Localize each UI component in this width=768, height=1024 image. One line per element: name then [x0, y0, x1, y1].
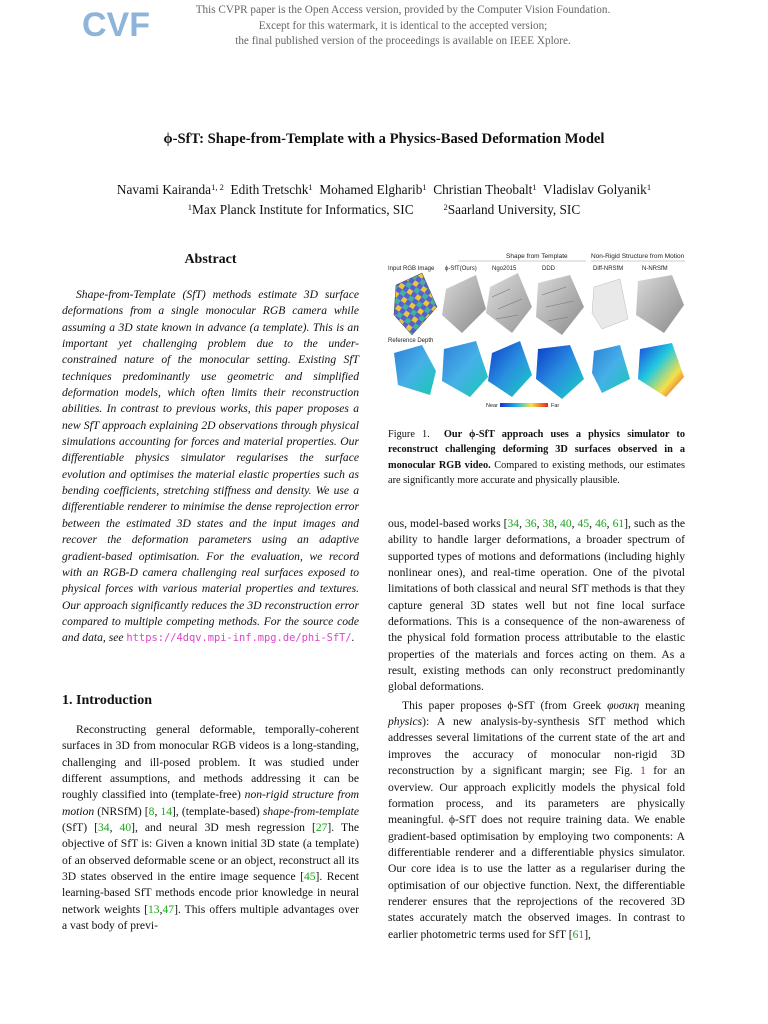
body-text: ], (template-based) [172, 804, 263, 818]
body-text: ]. The objective of SfT is: Given a known initial 3D state (a template) of an observed deformable scene or an object, reconstruct all its 3D states observed in the entire image sequence [ [62, 821, 360, 884]
body-text: , [571, 517, 578, 530]
abstract-body [62, 287, 359, 647]
body-text: This paper proposes ϕ-SfT (from Greek [402, 698, 608, 712]
citation-link[interactable]: 13 [148, 902, 160, 916]
colorbar-label-far: Far [551, 403, 560, 409]
intro-left-column [62, 722, 359, 934]
body-text: meaning [639, 698, 685, 712]
citation-link[interactable]: 27 [315, 821, 328, 835]
figure-row-label: Reference Depth [388, 338, 434, 344]
diff-nrsfm-reconstruction [592, 279, 628, 329]
abstract-text: Shape-from-Template (SfT) methods estimate 3D surface deformations from a single monocular RGB camera while assuming a 3D state known in advance (a template). This is an important yet challenging problem due to the under-constrained nature of the monocular setting. Existing SfT techniques predominantly use geometric and simplified deformation models, which often limits their reconstruction abilities. In contrast to previous works, this paper proposes a new SfT approach explaining 2D observations through physical simulations accounting for forces and material properties. Our differentiable physics simulator regularises the surface evolution and optimises the material elastic properties such as bending coefficients, stretching stiffness and density. We use a differentiable renderer to minimise the dense reprojection error between the estimated 3D states and the input images and recover the deformation parameters using an adaptive gradient-based optimisation. For the evaluation, we record with an RGB-D camera challenging real surfaces exposed to physical forces with various material properties and textures. Our approach significantly reduces the 3D reconstruction error compared to multiple competing methods. For the source code and data, see [62, 288, 359, 645]
citation-link[interactable]: 34 [98, 821, 110, 835]
author-block [30, 180, 738, 219]
n-nrsfm-reconstruction [636, 275, 684, 333]
affiliation-name: Saarland University, SIC [447, 201, 581, 217]
figure-column-label: N-NRSfM [642, 266, 668, 272]
ours-reconstruction [442, 275, 486, 333]
cvf-logo [82, 4, 150, 44]
author-name: Navami Kairanda [116, 182, 212, 197]
body-text: ]. Recent learning-based SfT methods encode prior knowledge in neural network weights [ [62, 870, 359, 916]
open-access-watermark [150, 3, 656, 50]
figure-reference-link[interactable]: 1 [640, 764, 646, 778]
body-text: ): A new analysis-by-synthesis SfT method which addresses several limitations of the current state of the art and improves the accuracy of monocular non-rigid 3D reconstruction by a significant margin; see Fig. [388, 715, 685, 778]
body-text: , [536, 517, 543, 530]
ours-depth-map [442, 341, 488, 397]
emphasis-text: φυσικη [607, 698, 640, 712]
author-affiliation-mark: 1 [532, 182, 537, 192]
citation-link[interactable]: 45 [577, 517, 590, 530]
ddd-depth-map [536, 345, 584, 399]
abstract-link-suffix: . [351, 631, 355, 645]
body-text: , [606, 517, 613, 530]
citation-link[interactable]: 14 [160, 804, 173, 818]
colorbar-label-near: Near [486, 403, 498, 409]
emphasis-text: shape-from-template [262, 804, 359, 818]
body-text: , [519, 517, 525, 530]
affiliation-number: 2 [443, 201, 448, 212]
body-text: , [109, 821, 120, 835]
abstract-paragraph [62, 287, 359, 647]
introduction-heading: 1. Introduction [62, 693, 152, 708]
citation-link[interactable]: 40 [560, 517, 572, 530]
body-text: ]. This offers multiple advantages over a vast body of previ- [62, 902, 360, 933]
author-affiliation-mark: 1 [646, 182, 652, 192]
citation-link[interactable]: 8 [148, 804, 155, 818]
body-text: , [589, 517, 596, 530]
figure-group-label: Shape from Template [506, 253, 568, 260]
body-text: ous, model-based works [ [388, 517, 508, 530]
body-text: (NRSfM) [ [94, 804, 149, 818]
body-text: , [154, 804, 161, 818]
citation-link[interactable]: 47 [162, 902, 175, 916]
paper-title: ϕ-SfT: Shape-from-Template with a Physics-Based Deformation Model [163, 131, 605, 147]
author-name: Edith Tretschk [230, 182, 309, 197]
author-list [30, 180, 738, 200]
author-affiliation-mark: 1 [308, 182, 313, 192]
author-name: Christian Theobalt [433, 182, 533, 197]
citation-link[interactable]: 36 [525, 517, 537, 530]
citation-link[interactable]: 46 [595, 517, 607, 530]
ddd-reconstruction [536, 275, 584, 335]
emphasis-text: non-rigid structure from motion [62, 788, 359, 818]
depth-colorbar [500, 403, 548, 407]
citation-link[interactable]: 45 [303, 870, 316, 884]
figure-group-label: Non-Rigid Structure from Motion [591, 253, 685, 260]
affiliation-list [30, 200, 738, 220]
body-text: , [554, 517, 561, 530]
svg-text:CVF: CVF [82, 6, 150, 44]
author-name: Mohamed Elgharib [319, 182, 423, 197]
body-text: , [159, 902, 163, 916]
citation-link[interactable]: 61 [572, 927, 585, 941]
citation-link[interactable]: 40 [119, 821, 132, 835]
figure-column-label: DDD [542, 266, 555, 272]
input-rgb-surface [394, 273, 437, 335]
intro-paragraph [388, 698, 685, 943]
figure-column-label: Ngo2015 [492, 266, 517, 272]
citation-link[interactable]: 34 [507, 517, 520, 530]
intro-paragraph [388, 516, 685, 696]
intro-paragraph [62, 722, 359, 934]
figure-1-caption [388, 427, 685, 489]
watermark-line: This CVPR paper is the Open Access version, provided by the Computer Vision Foundation. [195, 4, 611, 16]
caption-bold: Our ϕ-SfT approach uses a physics simulator to reconstruct challenging deforming 3D surfaces observed in a monocular RGB video. [388, 429, 685, 471]
figure-column-label: ϕ-SfT(Ours) [445, 266, 477, 272]
reference-depth-map [394, 345, 436, 395]
figure-1 [388, 249, 685, 414]
citation-link[interactable]: 61 [612, 517, 625, 530]
ngo2015-depth-map [488, 341, 532, 397]
ngo2015-reconstruction [486, 273, 532, 333]
author-affiliation-mark: 1 [422, 182, 427, 192]
figure-column-label: Input RGB Image [388, 266, 435, 272]
watermark-line: Except for this watermark, it is identical to the accepted version; [258, 19, 548, 32]
emphasis-text: physics [388, 715, 423, 729]
project-link[interactable]: https://4dqv.mpi-inf.mpg.de/phi-SfT/ [126, 632, 352, 645]
figure-column-label: Diff-NRSfM [593, 266, 624, 272]
author-affiliation-mark: 1, 2 [211, 182, 224, 192]
body-text: (SfT) [ [62, 821, 98, 835]
body-text: ], and neural 3D mesh regression [ [131, 821, 316, 835]
body-text: ], [584, 927, 591, 941]
body-text: Reconstructing general deformable, temporally-coherent surfaces in 3D from monocular RGB videos is a long-standing, challenging and ill-posed problem. It was studied under different assumptions, and methods addressing it can be roughly classified into (template-free) [62, 723, 359, 802]
intro-right-column [388, 516, 685, 943]
body-text: for an overview. Our approach explicitly models the physical fold formation process, and its parameters are physically meaningful. ϕ-SfT does not require training data. We enable gradient-based optimisation by employing two components: A differentiable renderer and a differentiable physics simulator. Our core idea is to use the latter as a regulariser during the optimisation of our objective function. Next, the differentiable renderer ensures that the reprojections of the recovered 3D states accurately match the observed images. In contrast to earlier photometric terms used for SfT [ [388, 764, 686, 941]
n-nrsfm-depth-map [638, 343, 684, 397]
abstract-heading: Abstract [184, 252, 237, 267]
affiliation-number: 1 [187, 201, 193, 212]
diff-nrsfm-depth-map [592, 345, 630, 393]
caption-text: Compared to existing methods, our estimates are significantly more accurate and physically plausible. [388, 459, 685, 487]
citation-link[interactable]: 38 [542, 517, 555, 530]
watermark-line: the final published version of the proceedings is available on IEEE Xplore. [235, 35, 571, 48]
body-text: ], such as the ability to handle larger deformations, a broader spectrum of supported types of motions and deformations (including highly nonlinear ones), and real-time operation. One of the pivotal limitations of both classical and neural SfT methods is that they capture general 3D states well but not fine local surface deformations. This is a consequence of the non-awareness of the physical fold formation process attributable to the elastic properties of the materials and forces acting on them. As a result, existing methods can only reconstruct predominantly global deformations. [388, 517, 686, 694]
affiliation-name: Max Planck Institute for Informatics, SIC [192, 201, 414, 217]
author-name: Vladislav Golyanik [543, 182, 647, 197]
caption-label: Figure 1. [388, 429, 430, 440]
